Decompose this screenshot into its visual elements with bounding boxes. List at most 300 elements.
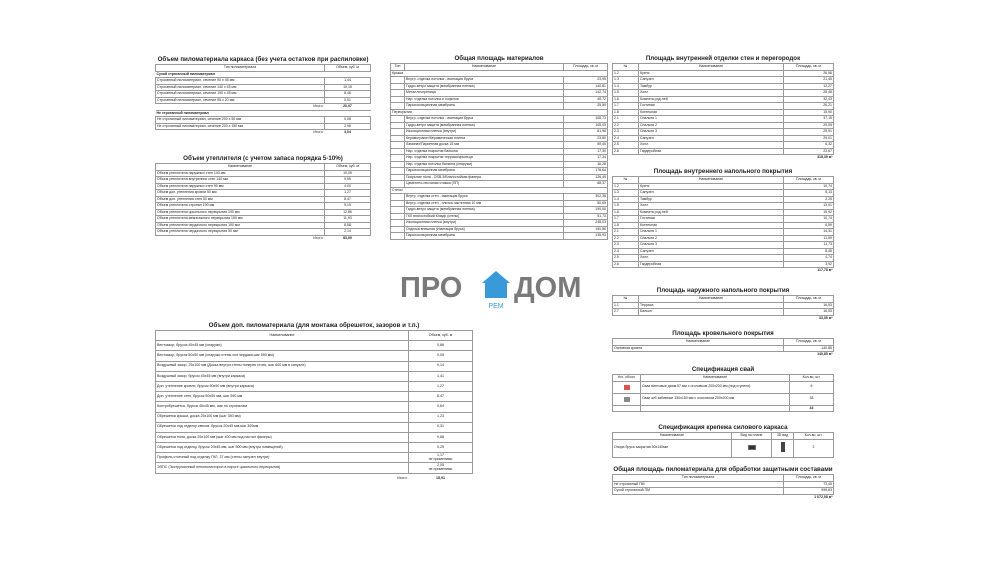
table-cell: 2.1 bbox=[613, 229, 639, 236]
table-cell: Нар. отделка потолка и софитов bbox=[405, 96, 564, 103]
fastener-name: Опора бруса закрытая 50х140мм bbox=[613, 439, 732, 457]
protective-treatment-block bbox=[612, 466, 834, 501]
table-cell: Спальня 1 bbox=[639, 229, 784, 236]
roof-area-title: Площадь кровельного покрытия bbox=[672, 330, 774, 337]
table-cell: Тамбур bbox=[639, 83, 784, 90]
pile-symbol-cell bbox=[613, 393, 641, 405]
fastener-qty: 2 bbox=[794, 439, 834, 457]
table-cell: Гидро-ветро защита (мембранная пленка) bbox=[405, 122, 564, 129]
table-cell: 1,41 bbox=[409, 371, 473, 381]
total-value: 15,91 bbox=[409, 473, 473, 483]
table-cell: 2.6 bbox=[613, 261, 639, 268]
protective-treatment-title: Общая площадь пиломатериала для обработки защитными составами bbox=[613, 466, 833, 473]
total-value: 44 bbox=[790, 405, 834, 412]
table-row bbox=[156, 351, 473, 361]
table-cell: 1.3 bbox=[613, 77, 639, 84]
col-header: 3D вид bbox=[772, 433, 794, 440]
table-cell: 15,92 bbox=[784, 209, 834, 216]
total-value: 20,07 bbox=[325, 104, 371, 111]
table-cell: 8,58 bbox=[325, 222, 371, 229]
col-header: Площадь, кв. м bbox=[784, 475, 834, 482]
total-value: 117,78 м² bbox=[784, 268, 834, 275]
table-cell: Кухня bbox=[639, 183, 784, 190]
extra-lumber-block bbox=[155, 322, 473, 483]
pile-qty: 38 bbox=[790, 393, 834, 405]
table-cell: Ламинат/Паркетная доска 15 мм bbox=[405, 142, 564, 149]
table-cell: 2.6 bbox=[613, 148, 639, 155]
table-cell: 6,59 bbox=[784, 222, 834, 229]
table-cell: Не строганный пиломатериал, сечение 200 х 50 мм bbox=[156, 117, 325, 124]
outer-floor-block bbox=[612, 287, 834, 322]
table-cell: Обрешетка крыши, доска 25х100 мм (шаг 350 мм) bbox=[156, 412, 409, 422]
table-cell: Внутр. отделка потолка - имитация бруса bbox=[405, 116, 564, 123]
table-cell: 0,86 bbox=[409, 341, 473, 351]
col-header: Наименование bbox=[405, 64, 564, 71]
table-cell: 1,17 не применимо bbox=[409, 453, 473, 463]
col-header: Площадь, кв. м bbox=[784, 177, 834, 184]
roof-area-block bbox=[612, 330, 834, 358]
table-row bbox=[156, 392, 473, 402]
table-cell: 1.4 bbox=[613, 83, 639, 90]
wall-finish-table bbox=[612, 63, 834, 161]
table-cell: 4,00 bbox=[325, 183, 371, 190]
table-cell: 5,13 bbox=[784, 190, 834, 197]
table-row bbox=[156, 443, 473, 453]
table-cell: Сухой строганный ПМ bbox=[613, 488, 784, 495]
table-cell: Внутр. отделка стен - плитка настенная 10 мм bbox=[405, 200, 564, 207]
extra-lumber-table bbox=[155, 330, 473, 483]
table-cell: 2,25 bbox=[784, 196, 834, 203]
fasteners-spec-title: Спецификация крепежа силового каркаса bbox=[658, 424, 788, 431]
table-cell: 140,85 bbox=[784, 345, 834, 352]
table-cell: Доп. утепление кровли, брусок 50х50 мм (внутри каркаса) bbox=[156, 381, 409, 391]
table-cell: 0,14 bbox=[409, 361, 473, 371]
table-cell: 37,15 bbox=[784, 116, 834, 123]
total-label: Итого: bbox=[156, 130, 325, 137]
table-cell: 5,15 bbox=[325, 203, 371, 210]
table-cell: 32,43 bbox=[784, 96, 834, 103]
table-row bbox=[156, 412, 473, 422]
pile-name: Сваи винтовые диам.57 мм с оголовком 200х200 мм (под ступени) bbox=[641, 381, 790, 393]
insulation-title: Объем утеплителя (с учетом запаса порядка 5-10%) bbox=[183, 155, 343, 162]
table-cell: Котельная bbox=[639, 109, 784, 116]
table-cell: 0,05 bbox=[409, 351, 473, 361]
table-cell: Обрешетка пола, доска 25х100 мм (шаг 400 мм под настил фанеры) bbox=[156, 432, 409, 442]
table-cell: 999,63 bbox=[784, 488, 834, 495]
table-cell: Тамбур bbox=[639, 196, 784, 203]
table-cell: Санузел bbox=[639, 190, 784, 197]
outer-floor-table bbox=[612, 295, 834, 322]
table-cell: 176,64 bbox=[564, 168, 608, 175]
table-cell: Пароизоляционная мембрана bbox=[405, 233, 564, 240]
table-cell: 26,56 bbox=[784, 70, 834, 77]
section-label: Сухой строганный пиломатериал bbox=[156, 71, 371, 78]
table-cell: 11,73 bbox=[784, 242, 834, 249]
table-cell: 23,67 bbox=[784, 148, 834, 155]
logo-text-pro: ПРО bbox=[400, 272, 463, 304]
col-header: Наименование bbox=[639, 296, 784, 303]
table-cell: Вентзазор, брусок 45х45 мм (снаружи) bbox=[156, 341, 409, 351]
wall-finish-title: Площадь внутренней отделки стен и перегородок bbox=[645, 55, 801, 62]
table-cell: 108,73 bbox=[564, 116, 608, 123]
table-cell: 12,27 bbox=[784, 83, 834, 90]
table-cell: 2.7 bbox=[613, 309, 639, 316]
table-cell: Доп. утепление стен, брусок 50х50 мм, шаг 590 мм bbox=[156, 392, 409, 402]
table-cell: 19,05 bbox=[325, 170, 371, 177]
table-cell: Объем доп. утепления кровли 50 мм bbox=[156, 190, 325, 197]
table-cell: Объем утеплителя чердачного перекрытия 190 мм bbox=[156, 222, 325, 229]
table-cell: Объем утеплителя наружных стен 90 мм bbox=[156, 183, 325, 190]
table-cell: Гардеробная bbox=[639, 261, 784, 268]
table-cell: Вентзазор, брусок 50х50 мм (снаружи стены хол.чердака,шаг 590 мм) bbox=[156, 351, 409, 361]
table-cell: 49,72 bbox=[564, 96, 608, 103]
table-cell: Отделка внешняя (Имитация бруса) bbox=[405, 226, 564, 233]
col-header: Площадь, кв. м bbox=[784, 296, 834, 303]
table-cell: 1.2 bbox=[613, 183, 639, 190]
pro-dom-logo bbox=[398, 266, 598, 310]
table-cell: Воздушный зазор, 25х100 мм (Доска внутри стены поперек стоек, шаг 600 мм в санузле) bbox=[156, 361, 409, 371]
table-cell: 2.2 bbox=[613, 235, 639, 242]
col-header: Площадь, кв. м bbox=[564, 64, 608, 71]
table-cell: 1.6 bbox=[613, 96, 639, 103]
bracket-3d-icon bbox=[781, 442, 785, 452]
table-cell: Керамогранит/Керамическая плитка bbox=[405, 135, 564, 142]
table-cell: Профиль стоечный под отделку ГКЛ, 37 мм (стены санузел внутри) bbox=[156, 453, 409, 463]
table-cell: Холл bbox=[639, 255, 784, 262]
materials-area-table bbox=[390, 63, 608, 240]
col-header: Площадь, кв. м bbox=[784, 339, 834, 346]
col-header: Тип bbox=[391, 64, 405, 71]
table-cell: Контробрешетка, брусок 45х45 мм, шаг по стропилам bbox=[156, 402, 409, 412]
table-cell: Холл bbox=[639, 90, 784, 97]
table-cell: 0,31 bbox=[409, 422, 473, 432]
total-label: Итого: bbox=[156, 235, 325, 242]
table-cell: Объем утеплителя межэтажного перекрытия 190 мм bbox=[156, 216, 325, 223]
table-cell: 26,21 bbox=[784, 103, 834, 110]
table-row bbox=[156, 463, 473, 473]
table-cell: 8,45 bbox=[784, 248, 834, 255]
table-cell: Санузел bbox=[639, 77, 784, 84]
table-cell: 1.8 bbox=[613, 109, 639, 116]
col-header: Наименование bbox=[156, 164, 325, 171]
table-cell: 1.2 bbox=[613, 70, 639, 77]
table-cell: 28,48 bbox=[784, 90, 834, 97]
col-header: Тип пиломатериала bbox=[613, 475, 784, 482]
table-cell: 2.2 bbox=[613, 122, 639, 129]
table-cell: Спальня 2 bbox=[639, 122, 784, 129]
table-cell: 9,55 bbox=[325, 177, 371, 184]
concrete-pile-symbol-icon bbox=[624, 397, 630, 402]
table-cell: Терраса bbox=[639, 302, 784, 309]
materials-area-title: Общая площадь материалов bbox=[454, 55, 544, 62]
col-header: Наименование bbox=[613, 433, 732, 440]
table-cell: 8,46 bbox=[325, 91, 371, 98]
table-cell: 8,47 bbox=[325, 196, 371, 203]
table-cell: 17,30 bbox=[564, 148, 608, 155]
total-label: Итого: bbox=[156, 104, 325, 111]
table-cell: 3,92 bbox=[784, 261, 834, 268]
col-header: № bbox=[613, 296, 639, 303]
table-cell: 59,40 bbox=[564, 142, 608, 149]
table-cell: 15,90 bbox=[784, 109, 834, 116]
total-value: 318,39 м² bbox=[784, 155, 834, 162]
col-header: Кол-во, шт. bbox=[790, 375, 834, 382]
table-cell: 105,03 bbox=[564, 122, 608, 129]
table-cell: 1,27 bbox=[325, 190, 371, 197]
table-cell: Гидро-ветро защита (мембранная пленка) bbox=[405, 83, 564, 90]
table-cell: Спальня 2 bbox=[639, 235, 784, 242]
table-cell: Котельная bbox=[639, 222, 784, 229]
inner-floor-block bbox=[612, 168, 834, 274]
table-cell: 2,05 не применимо bbox=[409, 463, 473, 473]
table-cell: 1.1 bbox=[613, 302, 639, 309]
col-header: Площадь, кв. м bbox=[784, 64, 834, 71]
table-cell: 50,69 bbox=[564, 200, 608, 207]
table-cell: 190,86 bbox=[564, 226, 608, 233]
pile-qty: 6 bbox=[790, 381, 834, 393]
table-cell: 16,53 bbox=[784, 309, 834, 316]
table-cell: 2.5 bbox=[613, 255, 639, 262]
table-cell: 2.1 bbox=[613, 116, 639, 123]
table-cell: 25,59 bbox=[564, 103, 608, 110]
table-row bbox=[156, 381, 473, 391]
materials-area-block bbox=[390, 55, 608, 240]
table-cell: Нар. отделка покрытия балкона bbox=[405, 148, 564, 155]
table-cell: 190,50 bbox=[564, 207, 608, 214]
table-cell: Кухня bbox=[639, 70, 784, 77]
table-cell: Изоляционная пленка (внутри) bbox=[405, 220, 564, 227]
table-cell: 51,73 bbox=[564, 213, 608, 220]
table-cell: ЭППС (Экструзионный пенополистирол в пироге цокольного перекрытия) bbox=[156, 463, 409, 473]
table-cell: 1.7 bbox=[613, 103, 639, 110]
table-cell: 16,53 bbox=[784, 302, 834, 309]
table-cell: 4,74 bbox=[784, 255, 834, 262]
table-cell: 29,91 bbox=[784, 129, 834, 136]
total-value: 140,85 м² bbox=[784, 352, 834, 359]
table-row bbox=[156, 341, 473, 351]
table-cell: 10,74 bbox=[784, 183, 834, 190]
group-label: Стены bbox=[391, 187, 608, 194]
table-cell: Нар. отделка потолка балкона (снаружи) bbox=[405, 161, 564, 168]
table-cell: 23,80 bbox=[564, 135, 608, 142]
table-cell: 17,34 bbox=[564, 155, 608, 162]
outer-floor-title: Площадь наружного напольного покрытия bbox=[656, 287, 790, 294]
total-label: Итого: bbox=[156, 473, 409, 483]
table-cell: Не строганный пиломатериал, сечение 200 х 150 мм bbox=[156, 123, 325, 130]
table-cell: 13,01 bbox=[784, 203, 834, 210]
table-cell bbox=[391, 233, 405, 240]
table-cell: Спальня 1 bbox=[639, 116, 784, 123]
table-cell: 1.8 bbox=[613, 222, 639, 229]
table-cell: 2.3 bbox=[613, 129, 639, 136]
pile-name: Сваи ж/б забивные 150х150 мм с оголовком 200х200 мм bbox=[641, 393, 790, 405]
table-cell: Объем утеплителя чердачного перекрытия 50 мм bbox=[156, 229, 325, 236]
col-header: Наименование bbox=[156, 331, 409, 341]
table-cell: Объем утеплителя стропил 190 мм bbox=[156, 203, 325, 210]
col-header: Тип пиломатериала bbox=[156, 65, 325, 72]
table-cell: Металлочерепица bbox=[405, 90, 564, 97]
table-cell: Санузел bbox=[639, 135, 784, 142]
wall-finish-block bbox=[612, 55, 834, 161]
table-cell: Гостиная bbox=[639, 103, 784, 110]
col-header: № bbox=[613, 177, 639, 184]
table-cell: 1,27 bbox=[409, 381, 473, 391]
group-label: Крыша bbox=[391, 70, 608, 77]
table-cell: Основная кровля bbox=[613, 345, 784, 352]
table-cell: Пароизоляционная мембрана bbox=[405, 168, 564, 175]
table-cell: Спальня 3 bbox=[639, 242, 784, 249]
table-row bbox=[156, 361, 473, 371]
table-cell: Гардеробная bbox=[639, 148, 784, 155]
table-row bbox=[156, 402, 473, 412]
table-cell: 1.5 bbox=[613, 203, 639, 210]
table-row bbox=[156, 432, 473, 442]
table-cell: 135,93 bbox=[564, 233, 608, 240]
table-cell: Пароизоляционная мембрана bbox=[405, 103, 564, 110]
table-cell: 1,23 bbox=[409, 412, 473, 422]
col-header: Объем, куб. м bbox=[325, 164, 371, 171]
table-cell: 2,96 bbox=[325, 123, 371, 130]
piles-spec-table bbox=[612, 374, 834, 412]
table-cell: Строганный пиломатериал, сечение 95 х 20 мм bbox=[156, 97, 325, 104]
total-value: 3,04 bbox=[325, 130, 371, 137]
protective-treatment-table bbox=[612, 474, 834, 501]
roof-area-table bbox=[612, 338, 834, 358]
table-cell: 29,05 bbox=[784, 122, 834, 129]
3d-view-cell bbox=[772, 439, 794, 457]
framing-lumber-block bbox=[155, 56, 371, 136]
table-cell: 1.3 bbox=[613, 190, 639, 197]
table-cell: Гидро-ветро защита (мембранная пленка) bbox=[405, 207, 564, 214]
table-cell: 126,49 bbox=[564, 174, 608, 181]
table-cell: 1.7 bbox=[613, 216, 639, 223]
table-cell: 21,45 bbox=[784, 77, 834, 84]
table-cell: Строганный пиломатериал, сечение 190 х 45 мм bbox=[156, 91, 325, 98]
table-cell: Нар. отделка покрытия террасы/крыльца bbox=[405, 155, 564, 162]
table-cell: 2.5 bbox=[613, 142, 639, 149]
table-cell: 23,95 bbox=[564, 77, 608, 84]
table-cell: 1,44 bbox=[325, 78, 371, 85]
table-cell: Объем утеплителя цокольного перекрытия 190 мм bbox=[156, 209, 325, 216]
table-cell: 0,64 bbox=[409, 402, 473, 412]
col-header: Объем, куб. м bbox=[325, 65, 371, 72]
pile-symbol-cell bbox=[613, 381, 641, 393]
table-cell: 16,28 bbox=[564, 161, 608, 168]
table-cell: Строганный пиломатериал, сечение 90 х 45 мм bbox=[156, 78, 325, 85]
screw-pile-symbol-icon bbox=[624, 385, 630, 390]
house-icon bbox=[482, 271, 510, 298]
col-header: Наименование bbox=[639, 177, 784, 184]
table-cell: Спальня 3 bbox=[639, 129, 784, 136]
inner-floor-table bbox=[612, 176, 834, 274]
table-cell: Воздушный зазор, брусок 45х45 мм (внутри каркаса) bbox=[156, 371, 409, 381]
table-cell: Цементно-песчаная стяжка (ПП) bbox=[405, 181, 564, 188]
col-header: Кол-во, шт. bbox=[794, 433, 834, 440]
table-cell: 61,98 bbox=[564, 129, 608, 136]
table-cell: 14,31 bbox=[784, 229, 834, 236]
table-cell: 12,86 bbox=[325, 209, 371, 216]
table-cell: 0,68 bbox=[409, 432, 473, 442]
table-cell: 10,74 bbox=[784, 216, 834, 223]
table-row bbox=[156, 371, 473, 381]
col-header: Наименование bbox=[641, 375, 790, 382]
piles-spec-block bbox=[612, 366, 834, 412]
table-cell: Обрешетка под отделку, брусок 20х45 мм, шаг 500 мм (внутри помещений) bbox=[156, 443, 409, 453]
table-cell: 2.4 bbox=[613, 248, 639, 255]
inner-floor-title: Площадь внутреннего напольного покрытия bbox=[653, 168, 793, 175]
table-cell: 6,32 bbox=[784, 142, 834, 149]
table-cell: Гостиная bbox=[639, 216, 784, 223]
table-cell: 142,74 bbox=[564, 90, 608, 97]
plan-view-cell bbox=[732, 439, 772, 457]
table-cell: 0,25 bbox=[409, 443, 473, 453]
logo-graphic bbox=[398, 266, 598, 310]
table-cell: Объем доп. утепления стен 50 мм bbox=[156, 196, 325, 203]
table-cell: 68,37 bbox=[564, 181, 608, 188]
col-header: Усл. обозн. bbox=[613, 375, 641, 382]
table-cell: 11,59 bbox=[784, 235, 834, 242]
table-cell: Холл bbox=[639, 142, 784, 149]
col-header: Объем, куб. м bbox=[409, 331, 473, 341]
table-cell: 2.3 bbox=[613, 242, 639, 249]
table-cell: 248,03 bbox=[564, 220, 608, 227]
table-cell: Санузел bbox=[639, 248, 784, 255]
section-label: Не строганный пиломатериал bbox=[156, 110, 371, 117]
table-cell: 2,14 bbox=[325, 229, 371, 236]
table-cell: 0,01 bbox=[325, 97, 371, 104]
table-row bbox=[156, 453, 473, 463]
fasteners-spec-table bbox=[612, 432, 834, 458]
table-cell: 1.5 bbox=[613, 90, 639, 97]
logo-text-dom: ДОМ bbox=[514, 272, 582, 304]
table-cell: 29,01 bbox=[784, 135, 834, 142]
table-cell: Не строганный ПМ bbox=[613, 481, 784, 488]
total-value: 83,00 bbox=[325, 235, 371, 242]
table-cell: 0,08 bbox=[325, 117, 371, 124]
table-cell: 73,45 bbox=[784, 481, 834, 488]
table-cell: Холл bbox=[639, 203, 784, 210]
col-header: Наименование bbox=[613, 339, 784, 346]
extra-lumber-title: Объем доп. пиломатериала (для монтажа обрешеток, зазоров и т.п.) bbox=[208, 322, 420, 329]
table-cell: 140,81 bbox=[564, 83, 608, 90]
table-cell: Строганный пиломатериал, сечение 140 х 45 мм bbox=[156, 84, 325, 91]
piles-spec-title: Спецификация свай bbox=[691, 366, 755, 373]
table-cell: Изоляционная пленка (внутри) bbox=[405, 129, 564, 136]
table-cell: 302,38 bbox=[564, 194, 608, 201]
framing-lumber-table bbox=[155, 64, 371, 136]
table-cell: Объем утеплителя наружных стен 140 мм bbox=[156, 170, 325, 177]
logo-text-rem: РЕМ bbox=[488, 303, 504, 310]
table-cell: 8,47 bbox=[409, 392, 473, 402]
col-header: Вид на плане bbox=[732, 433, 772, 440]
table-cell: Внутр. отделка потолка - имитация бруса bbox=[405, 77, 564, 84]
table-cell: Комната род-лей bbox=[639, 96, 784, 103]
table-cell: Комната род-лей bbox=[639, 209, 784, 216]
fasteners-spec-block bbox=[612, 424, 834, 458]
table-cell: Покрытие пола - OSB-3/Влагостойкая фанера bbox=[405, 174, 564, 181]
total-value: 1 072,08 м² bbox=[784, 494, 834, 501]
table-cell: 11,93 bbox=[325, 216, 371, 223]
table-cell: Балкон bbox=[639, 309, 784, 316]
table-cell: Объем утеплителя внутренних стен 140 мм bbox=[156, 177, 325, 184]
table-row bbox=[391, 233, 608, 240]
table-cell: ГКЛ влагостойкий Кнауф (стены) bbox=[405, 213, 564, 220]
table-cell: Внутр. отделка стен - имитация бруса bbox=[405, 194, 564, 201]
insulation-table bbox=[155, 163, 371, 242]
group-label: Перекрытия bbox=[391, 109, 608, 116]
table-row bbox=[156, 422, 473, 432]
framing-lumber-title: Объем пиломатериала каркаса (без учета остатков при распиловке) bbox=[157, 56, 369, 63]
